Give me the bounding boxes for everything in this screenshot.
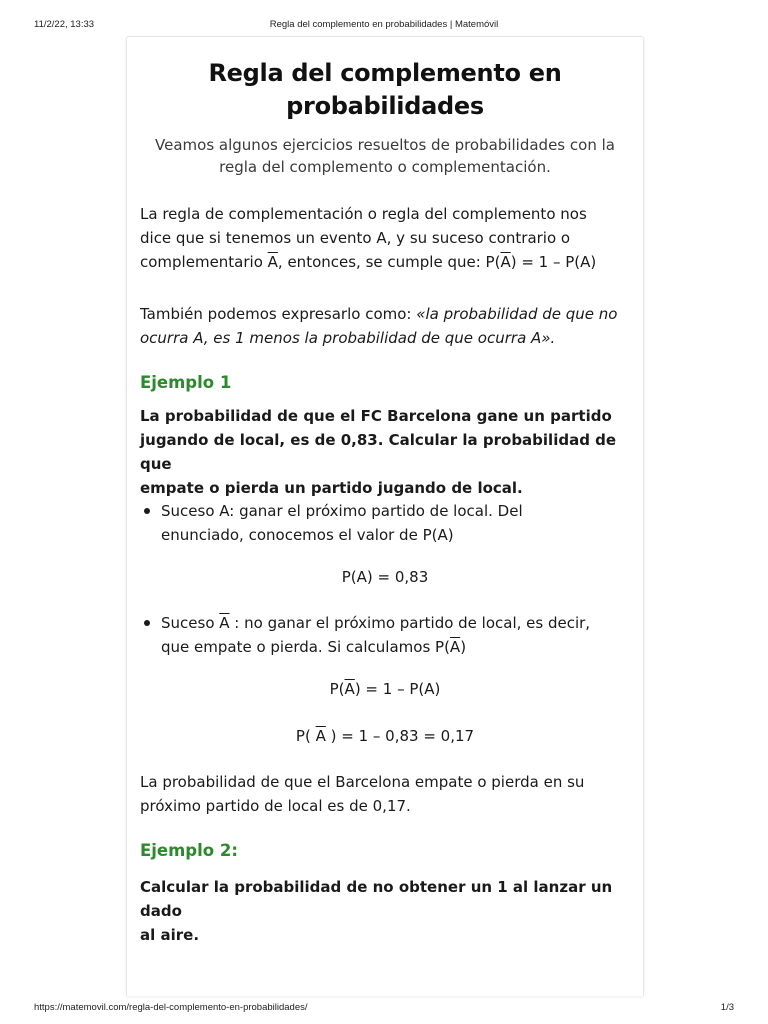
ex1-concl-line1: La probabilidad de que el Barcelona empate o pierda en su [140,773,585,791]
example1-heading-wrap [140,371,630,395]
print-page-title: Regla del complemento en probabilidades | Matemóvil [269,19,499,30]
example1-question [140,404,630,500]
subtitle-line1: Veamos algunos ejercicios resueltos de probabilidades con la [155,136,615,154]
bullet2-line2b: ) [460,638,467,656]
article-subtitle [145,134,625,178]
example2-heading: Ejemplo 2: [140,841,238,860]
intro-paragraph [140,202,630,274]
eq3-part-a: P( [295,727,316,745]
intro-line3a: complementario [140,253,268,271]
article-title-line2: probabilidades [286,92,484,120]
complement-a: $\overline{A}$ [500,253,511,271]
bullet1-line2: enunciado, conocemos el valor de P(A) [161,526,454,544]
ex1-q-line3: empate o pierda un partido jugando de local. [140,479,523,497]
bullet2-line1a: Suceso [161,614,220,632]
complement-a: $\overline{A}$ [267,253,278,271]
ex1-concl-line2: próximo partido de local es de 0,17. [140,797,411,815]
intro-line3c: ) = 1 – P(A) [510,253,597,271]
also-quote-start: «la probabilidad de que no [416,305,618,323]
subtitle-line2: regla del complemento o complementación. [219,158,551,176]
example2-heading-wrap [140,839,630,863]
intro-line3b: , entonces, se cumple que: P( [277,253,501,271]
example2-question [140,875,630,947]
print-datetime: 11/2/22, 13:33 [34,19,95,30]
also-paragraph [140,302,630,350]
print-page-number: 1/3 [720,1002,734,1013]
bullet-dot-icon [144,508,150,514]
print-footer [0,994,768,1024]
ex1-q-line1: La probabilidad de que el FC Barcelona gane un partido [140,407,612,425]
complement-a: $\overline{A}$ [219,614,230,632]
bullet2-line1b: : no ganar el próximo partido de local, es decir, [229,614,591,632]
ex1-q-line2: jugando de local, es de 0,83. Calcular la probabilidad de que [140,431,617,473]
equation-pa: P(A) = 0,83 [341,568,429,586]
bullet-item [140,499,620,547]
eq2-part-b: ) = 1 – P(A) [354,680,441,698]
eq2-part-a: P( [329,680,345,698]
bullet-dot-icon [144,620,150,626]
equation-complement-rule [127,678,643,700]
bullet1-line1: Suceso A: ganar el próximo partido de local. Del [161,502,523,520]
ex2-q-line1: Calcular la probabilidad de no obtener un 1 al lanzar un dado [140,878,613,920]
ex2-q-line2: al aire. [140,926,200,944]
article-title-line1: Regla del complemento en [208,59,562,87]
intro-line1: La regla de complementación o regla del complemento nos [140,205,587,223]
print-header [0,0,768,36]
bullet2-line2a: que empate o pierda. Si calculamos P( [161,638,450,656]
article-title [127,57,643,123]
print-url: https://matemovil.com/regla-del-complemento-en-probabilidades/ [34,1002,308,1013]
complement-a: $\overline{A}$ [315,727,326,745]
example1-conclusion [140,770,630,818]
complement-a: $\overline{A}$ [344,680,355,698]
article-card [126,36,644,996]
example1-heading: Ejemplo 1 [140,373,232,392]
bullet-item [140,611,620,659]
complement-a: $\overline{A}$ [449,638,461,656]
eq3-part-b: ) = 1 – 0,83 = 0,17 [325,727,475,745]
also-line1a: También podemos expresarlo como: [140,305,417,323]
also-quote-end: ocurra A, es 1 menos la probabilidad de que ocurra A». [140,329,556,347]
intro-line2: dice que si tenemos un evento A, y su suceso contrario o [140,229,571,247]
equation-result [127,725,643,747]
